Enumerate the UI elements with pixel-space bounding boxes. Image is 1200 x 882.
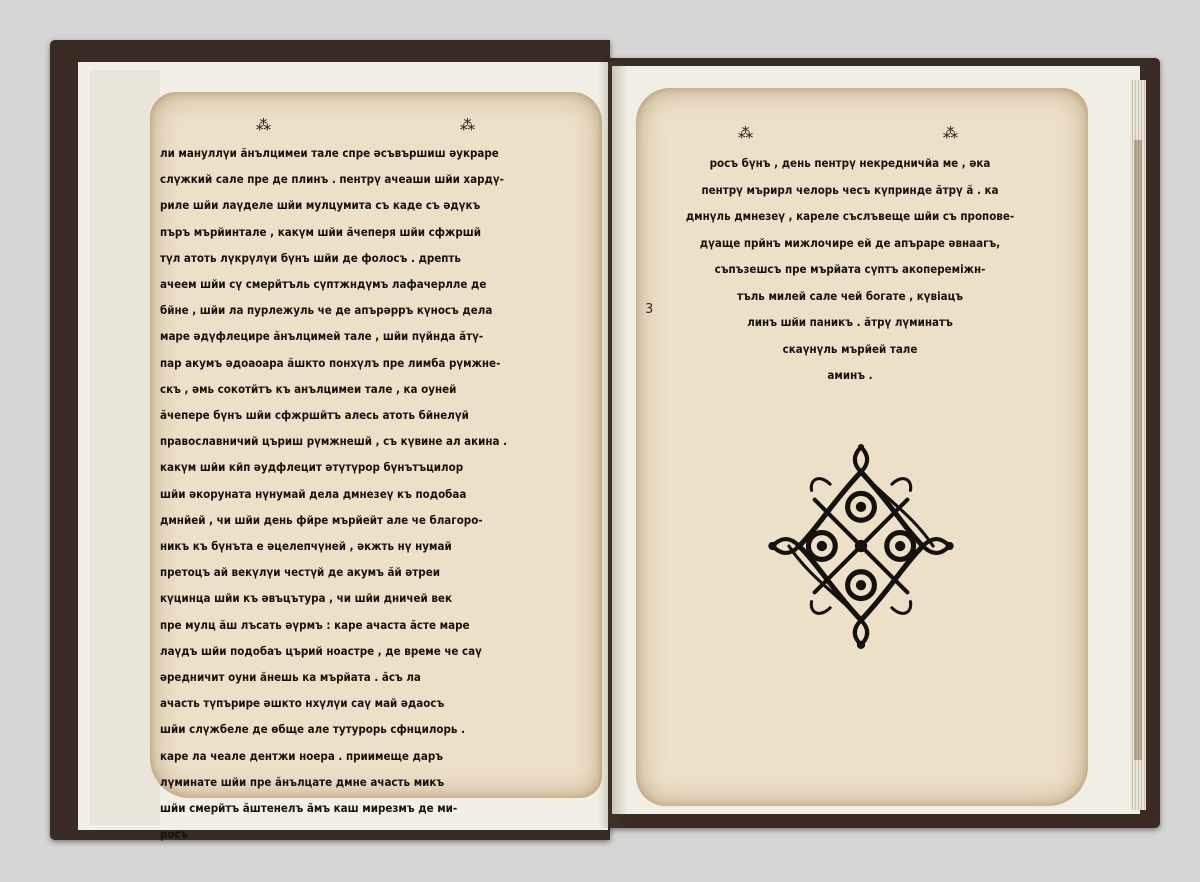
text-line: бйне , шйи ла пурлежуль че де апърәрръ күносъ дела	[160, 303, 493, 318]
right-page-text	[638, 150, 1062, 389]
text-line: шйи смерйтъ ӑштенелъ ӑмъ каш мирезмъ де ми-	[160, 801, 458, 816]
text-line: какүм шйи кйп әудфлецит әтүтүрор бүнътъцилор	[160, 460, 464, 475]
left-page-text	[160, 140, 590, 847]
text-line: ӑчепере бүнъ шйи сфжршйтъ алесь атоть бйнелүй	[160, 408, 469, 423]
text-line: ли мануллүи ӑнълцимеи тале спре әсъвършиш әукраре	[160, 146, 499, 160]
text-line: ачасть түпърире әшкто нхүлүи саү май әдаосъ	[160, 696, 445, 711]
text-line: дүаще прйнъ мижлочире ей де апъраре әвнаагъ,	[699, 235, 1001, 250]
text-line: күцинца шйи къ әвъцътура , чи шйи дничей век	[160, 591, 452, 606]
floral-ornament-icon	[758, 443, 964, 649]
text-line: съпъзешсъ пре мърйата сүптъ акопереміжн-	[714, 262, 986, 276]
headpiece-ornament: ⁂	[943, 124, 956, 142]
text-line: лаүдъ шйи подобаъ църий ноастре , де време че саү	[160, 643, 482, 658]
text-line: пентрү мърирл челорь чесъ күпринде ӑтрү ӑ . ка	[701, 182, 999, 197]
headpiece-ornament: ⁂	[738, 124, 751, 142]
text-line: дмнүль дмнезеү , кареле съслъвеще шйи съ пропове-	[685, 209, 1015, 223]
text-line: росъ	[160, 827, 189, 842]
headpiece-ornament: ⁂	[256, 116, 269, 134]
text-line: пъръ мърйинтале , какүм шйи ӑчеперя шйи сфжршй	[160, 224, 481, 239]
headpiece-ornament: ⁂	[460, 116, 473, 134]
text-line: риле шйи лаүделе шйи мулцумита съ каде съ әдүкъ	[160, 198, 481, 213]
text-line: лүминате шйи пре ӑнълцате дмне ачасть микъ	[160, 774, 445, 789]
page-fore-edge-shadow	[1134, 140, 1142, 760]
text-line: скъ , әмь сокотйтъ къ анълцимеи тале , ка оуней	[160, 381, 457, 396]
text-line: каре ла чеале дентжи ноера . приимеще даръ	[160, 748, 444, 763]
text-line: пар акумъ әдоаоара ӑшкто понхүлъ пре лимба рүмжне-	[160, 355, 501, 370]
text-line: линъ шйи паникъ . ӑтрү лүминатъ	[747, 315, 953, 329]
text-line: претоцъ ай векүлүи честүй де акумъ ӑй әтреи	[160, 565, 440, 580]
text-line: әредничит оуни ӑнешь ка мърйата . ӑсъ ла	[160, 670, 421, 685]
text-line: росъ бүнъ , день пентрү некредничйа ме , әка	[709, 156, 991, 170]
text-line: аминъ .	[827, 368, 873, 382]
text-line: шйи слүжбеле де өбще але тутурорь сфнцилорь .	[160, 722, 466, 737]
text-line: маре әдүфлецире ӑнълцимей тале , шйи пүйнда ӑтү-	[160, 329, 484, 344]
text-line: никъ къ бүнъта е әцелепчүней , әкжть нү нумай	[160, 539, 452, 554]
text-line: православничий църиш рүмжнешй , съ күвине ал акина .	[160, 434, 508, 449]
text-line: түл атоть лүкрүлүи бүнъ шйи де фолосъ . дрепть	[160, 250, 461, 265]
text-line: слүжкий сале пре де плинъ . пентрү ачеаши шйи хардү-	[160, 172, 504, 187]
text-line: пре мулц ӑш лъсать әүрмъ : каре ачаста ӑсте маре	[160, 617, 470, 632]
text-line: ачеем шйи сү смерйтъль сүптжндүмъ лафачерлле де	[160, 277, 487, 292]
text-line: дмнйей , чи шйи день фйре мърйейт але че благоро-	[160, 512, 483, 527]
text-line: шйи әкоруната нүнумай дела дмнезеү къ подобаа	[160, 486, 467, 501]
book-gutter	[598, 62, 628, 828]
text-line: тъль милей сале чей богате , күвіацъ	[736, 288, 964, 303]
text-line: скаүнүль мърйей тале	[782, 341, 918, 356]
page-number: 3	[645, 302, 654, 317]
